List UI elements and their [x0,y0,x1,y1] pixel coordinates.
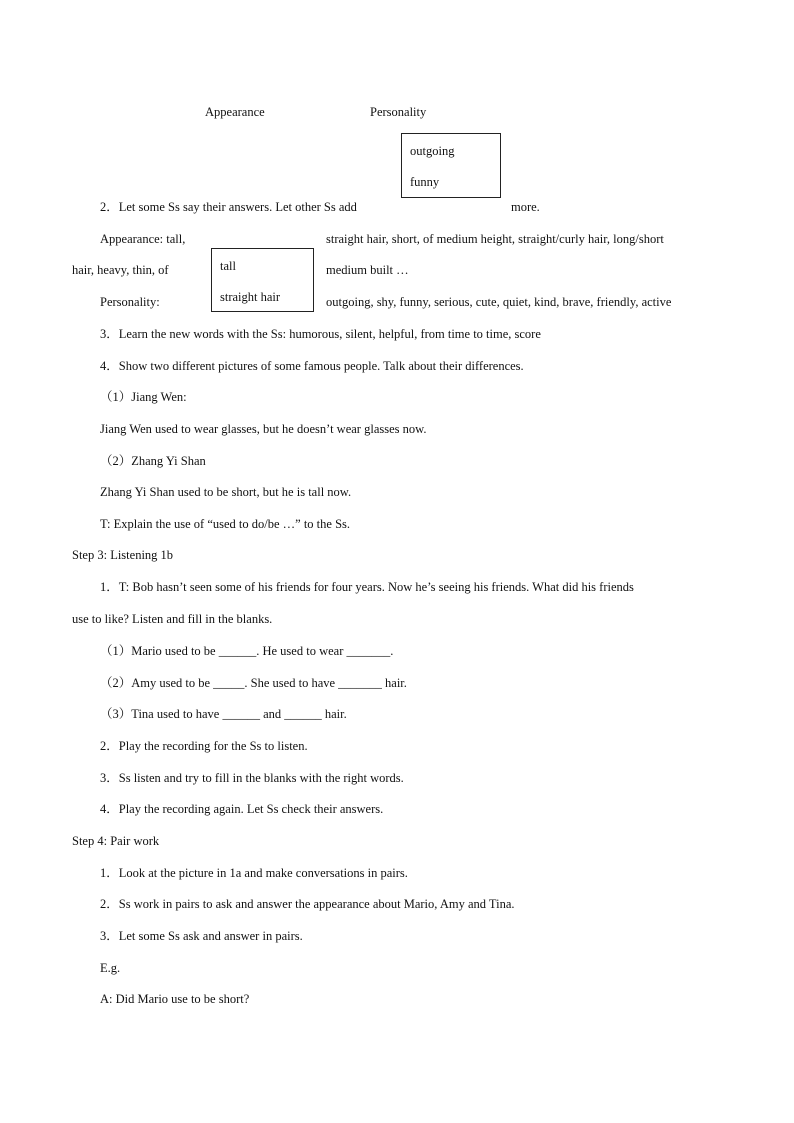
section-heading: Step 4: Pair work [72,834,160,848]
step-line: 1．Look at the picture in 1a and make conversations in pairs. [100,866,408,880]
example-line: Zhang Yi Shan used to be short, but he is tall now. [100,485,352,499]
appearance-line: Appearance: tall, [100,232,186,246]
personality-line: outgoing, shy, funny, serious, cute, quiet, kind, brave, friendly, active [326,295,672,309]
blank-exercise: （3）Tina used to have ______ and ______ hair. [100,707,347,721]
step-line: 2．Play the recording for the Ss to listen. [100,739,308,753]
step-line: 4．Show two different pictures of some famous people. Talk about their differences. [100,359,524,373]
dialogue-line: A: Did Mario use to be short? [100,992,250,1006]
blank-exercise: （1）Mario used to be ______. He used to wear _______. [100,644,394,658]
example-line: Jiang Wen used to wear glasses, but he doesn’t wear glasses now. [100,422,427,436]
step-line: 1．T: Bob hasn’t seen some of his friends for four years. Now he’s seeing his friends. What did his friends [100,580,634,594]
step-line: 4．Play the recording again. Let Ss check their answers. [100,802,384,816]
appearance-box-item: straight hair [220,290,281,304]
appearance-box-item: tall [220,259,236,273]
example-line: （2）Zhang Yi Shan [100,454,206,468]
blank-exercise: （2）Amy used to be _____. She used to have _______ hair. [100,676,407,690]
step-line: use to like? Listen and fill in the blanks. [72,612,273,626]
appearance-line: straight hair, short, of medium height, straight/curly hair, long/short [326,232,664,246]
personality-line: Personality: [100,295,160,309]
step-line: 3．Let some Ss ask and answer in pairs. [100,929,303,943]
step-line: 2．Ss work in pairs to ask and answer the appearance about Mario, Amy and Tina. [100,897,515,911]
appearance-line: hair, heavy, thin, of [72,263,169,277]
personality-word-box [401,133,501,198]
step-line: T: Explain the use of “used to do/be …” to the Ss. [100,517,351,531]
example-line: （1）Jiang Wen: [100,390,187,404]
personality-heading: Personality [370,105,427,119]
step-line: more. [511,200,540,214]
personality-box-item: outgoing [410,144,455,158]
step-line: 2．Let some Ss say their answers. Let other Ss add [100,200,357,214]
appearance-heading: Appearance [205,105,265,119]
appearance-line: medium built … [326,263,409,277]
personality-box-item: funny [410,175,440,189]
step-line: 3．Learn the new words with the Ss: humorous, silent, helpful, from time to time, score [100,327,541,341]
section-heading: Step 3: Listening 1b [72,548,174,562]
example-label: E.g. [100,961,121,975]
step-line: 3．Ss listen and try to fill in the blanks with the right words. [100,771,404,785]
appearance-word-box [211,248,314,312]
